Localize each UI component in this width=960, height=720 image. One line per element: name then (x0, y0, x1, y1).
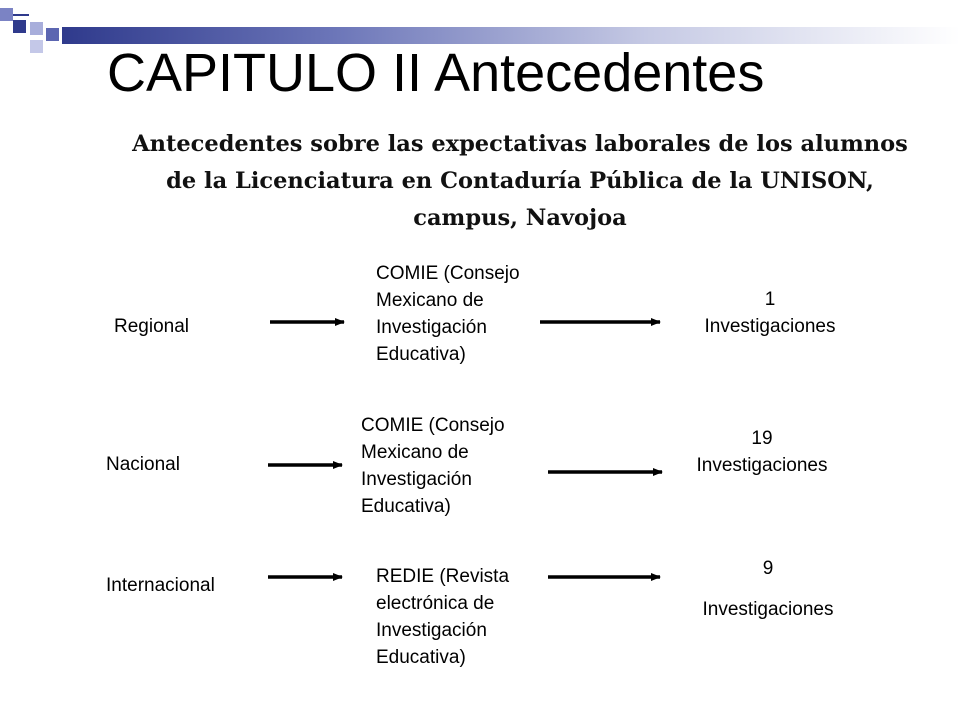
result-unit: Investigaciones (696, 455, 828, 476)
source-line: Investigación (376, 620, 487, 641)
result-count: 1 (764, 289, 776, 310)
source-line: Educativa) (376, 647, 466, 668)
source-line: Mexicano de (376, 290, 484, 311)
source-line: COMIE (Consejo (361, 415, 505, 436)
slide-subtitle: Antecedentes sobre las expectativas laborales de los alumnos de la Licenciatura en Contaduría Pública de la UNISON, campus, Navojoa (132, 131, 908, 231)
slide-title: CAPITULO II Antecedentes (107, 43, 765, 103)
result-unit: Investigaciones (704, 316, 836, 337)
source-line: Investigación (376, 317, 487, 338)
source-line: Mexicano de (361, 442, 469, 463)
source-line: REDIE (Revista (376, 566, 510, 587)
level-label-regional: Regional (114, 316, 189, 337)
level-label-nacional: Nacional (106, 454, 180, 475)
source-line: Educativa) (361, 496, 451, 517)
source-line: electrónica de (376, 593, 495, 614)
source-line: Educativa) (376, 344, 466, 365)
result-count: 9 (762, 558, 774, 579)
result-unit: Investigaciones (702, 599, 834, 620)
source-line: COMIE (Consejo (376, 263, 520, 284)
source-line: Investigación (361, 469, 472, 490)
result-count: 19 (751, 428, 773, 449)
level-label-internacional: Internacional (106, 575, 215, 596)
